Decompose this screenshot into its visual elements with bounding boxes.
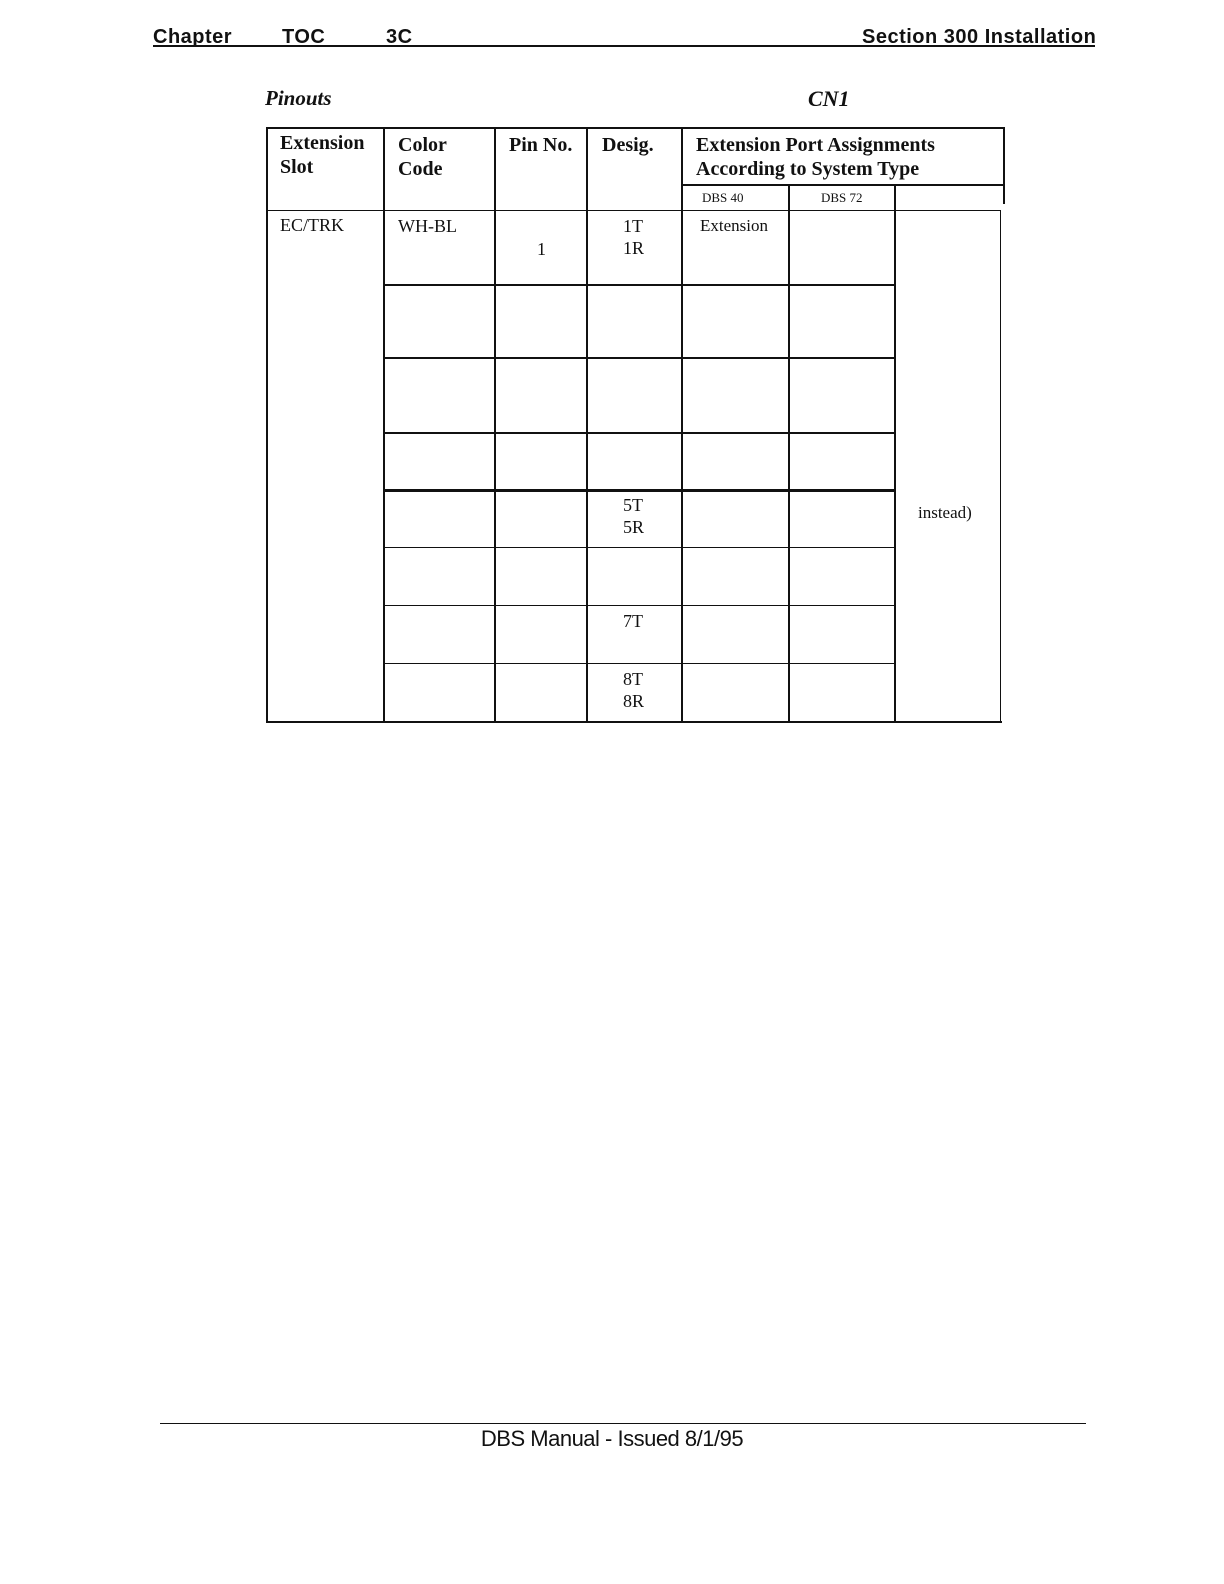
row-sep-3 — [385, 432, 896, 434]
row7-desig: 7T — [623, 611, 643, 631]
header-bottom-rule — [268, 210, 1000, 211]
header-desig: Desig. — [602, 134, 654, 156]
side-note: instead) — [918, 503, 972, 522]
col-divider-1 — [383, 127, 385, 723]
row5-desig: 5T 5R — [623, 495, 645, 537]
row-sep-6 — [385, 605, 896, 606]
table-left-border — [266, 127, 268, 723]
row1-color: WH-BL — [398, 216, 457, 236]
header-chapter: Chapter — [153, 26, 233, 48]
table-right-border — [1000, 210, 1001, 723]
row-sep-7 — [385, 663, 896, 664]
slot-value: EC/TRK — [280, 215, 345, 235]
table-right-border-top — [1003, 128, 1005, 204]
header-page-ref: 3C — [386, 26, 413, 48]
page-title: Pinouts — [265, 86, 332, 110]
col-divider-5 — [788, 186, 790, 723]
col-divider-3 — [586, 127, 588, 723]
header-dbs40: DBS 40 — [702, 190, 744, 205]
row-sep-4 — [385, 489, 896, 492]
header-toc: TOC — [282, 26, 326, 48]
header-ext-port-assignments: Extension Port Assignments According to System Type — [696, 134, 935, 180]
header-color-code: Color Code — [398, 134, 447, 180]
row-sep-1 — [385, 284, 896, 286]
col-divider-2 — [494, 127, 496, 723]
header-sub-rule — [683, 184, 1005, 186]
header-pin-no: Pin No. — [509, 134, 573, 156]
table-top-border — [266, 127, 1005, 129]
pinout-table — [0, 0, 1224, 760]
row-sep-5 — [385, 547, 896, 548]
header-section: Section 300 Installation — [862, 26, 1097, 48]
header-extension-slot: Extension Slot — [280, 132, 365, 178]
row1-pin: 1 — [537, 239, 546, 259]
footer-rule — [160, 1423, 1086, 1424]
row8-desig: 8T 8R — [623, 669, 645, 711]
footer-text: DBS Manual - Issued 8/1/95 — [480, 1426, 744, 1451]
header-dbs72: DBS 72 — [821, 190, 863, 205]
col-divider-4 — [681, 127, 683, 723]
row1-dbs40: Extension — [700, 216, 768, 235]
connector-title: CN1 — [808, 86, 850, 111]
col-divider-6 — [894, 186, 896, 723]
row1-desig: 1T 1R — [623, 216, 645, 258]
table-bottom-border — [266, 721, 1002, 723]
row-sep-2 — [385, 357, 896, 359]
